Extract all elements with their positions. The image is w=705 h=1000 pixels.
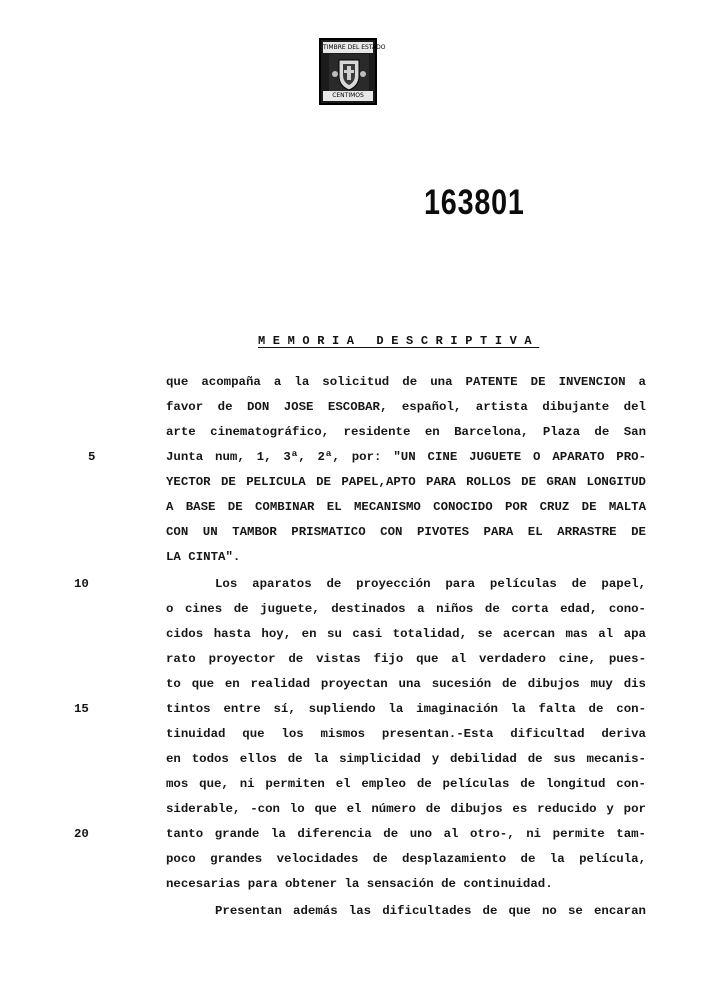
line-number: 10	[74, 577, 89, 591]
body-line: cidos hasta hoy, en su casi totalidad, se acercan mas al apa	[166, 627, 646, 641]
line-number: 15	[74, 702, 89, 716]
stamp-top-text: TIMBRE DEL ESTADO	[323, 44, 386, 51]
stamp-bottom-text: CENTIMOS	[323, 91, 373, 101]
body-line: to que en realidad proyectan una sucesión de dibujos muy dis	[166, 677, 646, 691]
body-line: en todos ellos de la simplicidad y debilidad de sus mecanis-	[166, 752, 646, 766]
body-line: favor de DON JOSE ESCOBAR, español, artista dibujante del	[166, 400, 646, 414]
patent-number: 163801	[424, 183, 525, 222]
body-line: que acompaña a la solicitud de una PATENTE DE INVENCION a	[166, 375, 646, 389]
body-line: mos que, ni permiten el empleo de películas de longitud con-	[166, 777, 646, 791]
body-line: o cines de juguete, destinados a niños de corta edad, cono-	[166, 602, 646, 616]
tax-stamp	[319, 38, 386, 105]
body-line: tintos entre sí, supliendo la imaginación la falta de con-	[166, 702, 646, 716]
body-line: rato proyector de vistas fijo que al verdadero cine, pues-	[166, 652, 646, 666]
body-line: LA CINTA".	[166, 550, 241, 564]
body-line: poco grandes velocidades de desplazamiento de la película,	[166, 852, 646, 866]
body-line: Junta num, 1, 3ª, 2ª, por: "UN CINE JUGUETE O APARATO PRO-	[166, 450, 646, 464]
coat-of-arms-icon	[329, 54, 369, 94]
body-line: arte cinematográfico, residente en Barcelona, Plaza de San	[166, 425, 646, 439]
body-line: Los aparatos de proyección para películas de papel,	[215, 577, 646, 591]
line-number: 5	[88, 450, 96, 464]
document-heading: MEMORIA DESCRIPTIVA	[258, 334, 540, 348]
body-line: necesarias para obtener la sensación de continuidad.	[166, 877, 553, 891]
body-line: tanto grande la diferencia de uno al otro-, ni permite tam-	[166, 827, 646, 841]
body-line: tinuidad que los mismos presentan.-Esta dificultad deriva	[166, 727, 646, 741]
body-line: siderable, -con lo que el número de dibujos es reducido y por	[166, 802, 646, 816]
body-line: Presentan además las dificultades de que no se encaran	[215, 904, 646, 918]
body-line: YECTOR DE PELICULA DE PAPEL,APTO PARA ROLLOS DE GRAN LONGITUD	[166, 475, 646, 489]
body-line: CON UN TAMBOR PRISMATICO CON PIVOTES PARA EL ARRASTRE DE	[166, 525, 646, 539]
line-number: 20	[74, 827, 89, 841]
body-line: A BASE DE COMBINAR EL MECANISMO CONOCIDO POR CRUZ DE MALTA	[166, 500, 646, 514]
